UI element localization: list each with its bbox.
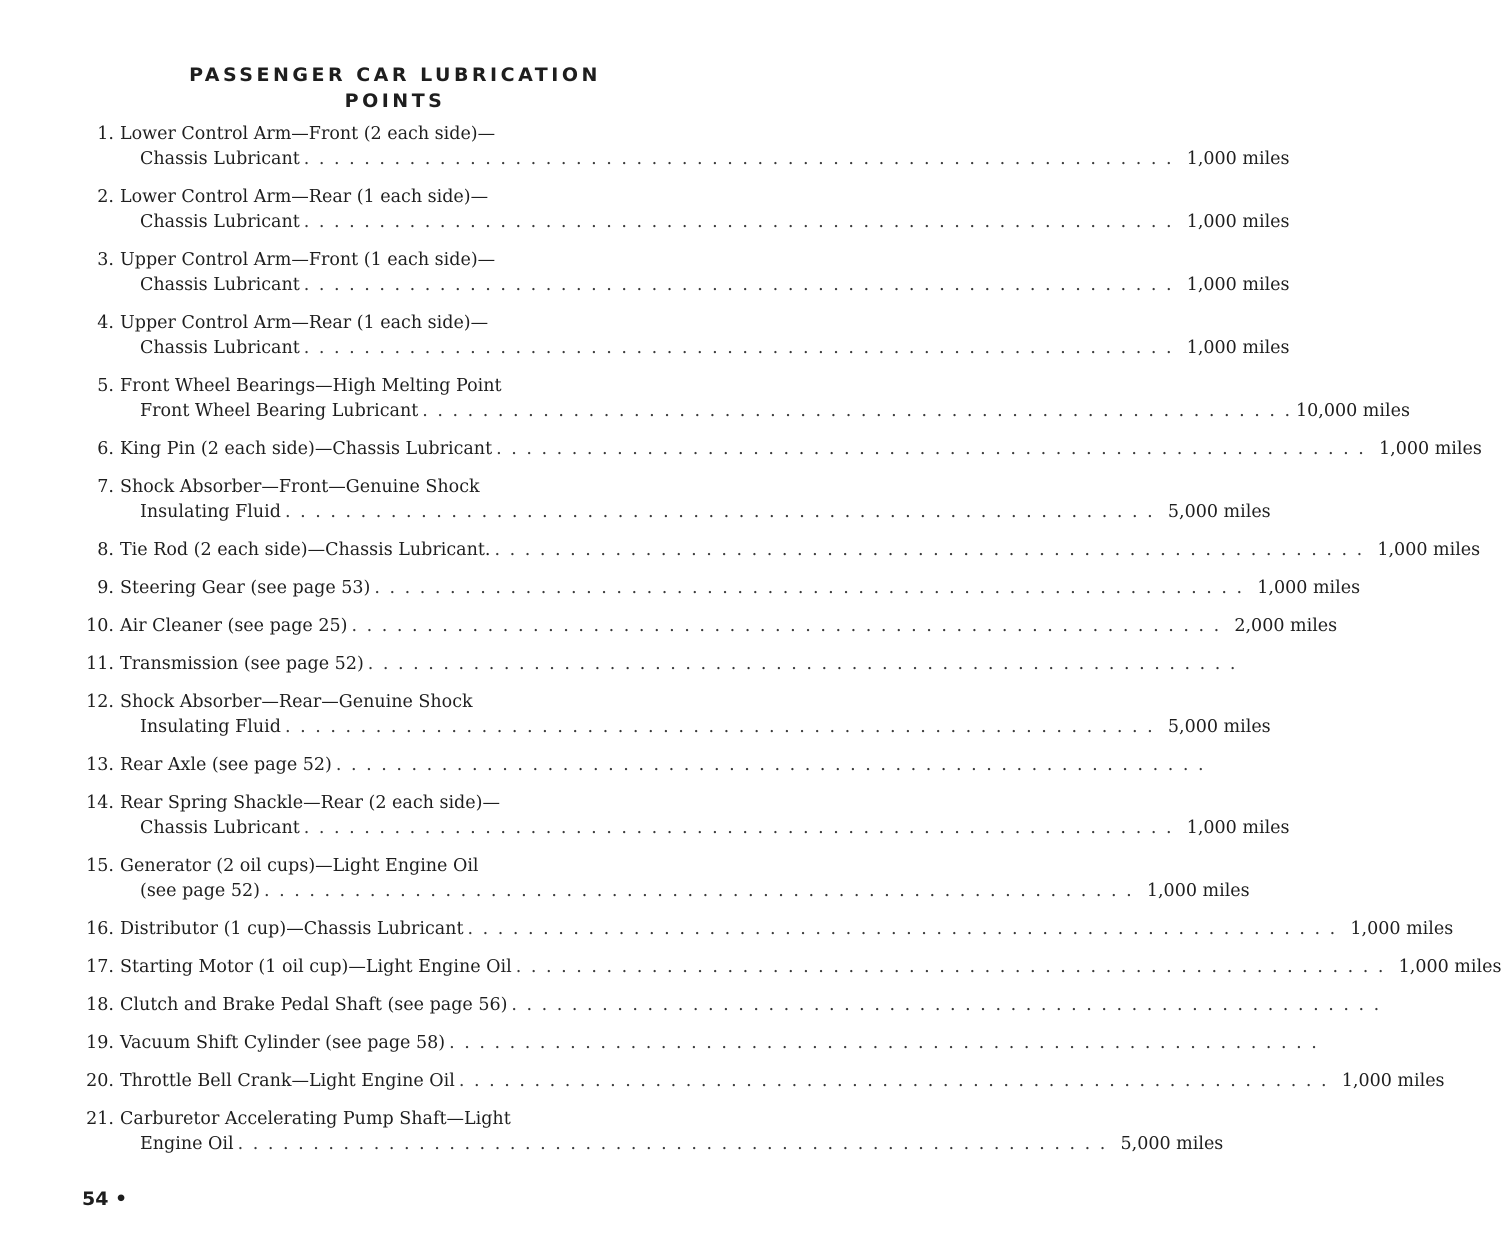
item-number: 12. (86, 692, 114, 712)
mileage-interval: 10,000 miles (1296, 401, 1410, 421)
item-label-continued: Chassis Lubricant (140, 338, 300, 358)
dot-leader: . . . . . . . . . . . . . . . . . . . . . . . . . . . . . . . . . . . . . . . . . . . . . . . . . . . . . . . . . . (351, 616, 1222, 636)
item-label: Front Wheel Bearings—High Melting Point (120, 376, 502, 396)
item-label: Generator (2 oil cups)—Light Engine Oil (120, 856, 479, 876)
list-item (80, 955, 1501, 980)
item-number: 3. (97, 250, 114, 270)
lubrication-points-list (80, 122, 1501, 1170)
item-label: Rear Spring Shackle—Rear (2 each side)— (120, 793, 500, 813)
dot-leader: . . . . . . . . . . . . . . . . . . . . . . . . . . . . . . . . . . . . . . . . . . . . . . . . . . . . . . . . . . (303, 275, 1174, 295)
dot-leader: . . . . . . . . . . . . . . . . . . . . . . . . . . . . . . . . . . . . . . . . . . . . . . . . . . . . . . . . . . (303, 212, 1174, 232)
item-label: Transmission (see page 52) (120, 654, 364, 674)
item-number: 20. (86, 1071, 114, 1091)
dot-leader: . . . . . . . . . . . . . . . . . . . . . . . . . . . . . . . . . . . . . . . . . . . . . . . . . . . . . . . . . . (496, 439, 1366, 459)
list-item (80, 1031, 1319, 1056)
item-label: Throttle Bell Crank—Light Engine Oil (120, 1071, 455, 1091)
mileage-interval: 1,000 miles (1186, 338, 1290, 358)
list-item (80, 538, 1481, 563)
item-number: 15. (86, 856, 114, 876)
item-label: King Pin (2 each side)—Chassis Lubricant (120, 439, 493, 459)
list-item (80, 993, 1382, 1018)
item-label: Starting Motor (1 oil cup)—Light Engine Oil (120, 957, 512, 977)
list-item (80, 248, 1290, 298)
dot-leader: . . . . . . . . . . . . . . . . . . . . . . . . . . . . . . . . . . . . . . . . . . . . . . . . . . . . . . . . . . (303, 818, 1174, 838)
mileage-interval: 1,000 miles (1186, 149, 1290, 169)
dot-leader: . . . . . . . . . . . . . . . . . . . . . . . . . . . . . . . . . . . . . . . . . . . . . . . . . . . . . . . . . . (367, 654, 1238, 674)
item-number: 5. (97, 376, 114, 396)
item-label-continued: Chassis Lubricant (140, 275, 300, 295)
mileage-interval: 1,000 miles (1379, 439, 1482, 459)
item-label: Upper Control Arm—Rear (1 each side)— (120, 313, 489, 333)
item-number: 16. (86, 919, 114, 939)
item-label-continued: Chassis Lubricant (140, 149, 300, 169)
list-item (80, 576, 1361, 601)
dot-leader: . . . . . . . . . . . . . . . . . . . . . . . . . . . . . . . . . . . . . . . . . . . . . . . . . . . . . . . . . . (303, 338, 1174, 358)
list-item (80, 1107, 1224, 1157)
item-label: Carburetor Accelerating Pump Shaft—Light (120, 1109, 511, 1129)
item-label: Lower Control Arm—Rear (1 each side)— (120, 187, 489, 207)
item-number: 17. (86, 957, 114, 977)
list-item (80, 437, 1482, 462)
dot-leader: . . . . . . . . . . . . . . . . . . . . . . . . . . . . . . . . . . . . . . . . . . . . . . . . . . . . . . . . . . (449, 1033, 1319, 1053)
list-item (80, 311, 1290, 361)
mileage-interval: 5,000 miles (1120, 1134, 1224, 1154)
page-number: 54 • (82, 1188, 128, 1210)
item-number: 9. (97, 578, 114, 598)
item-label: Steering Gear (see page 53) (120, 578, 371, 598)
page-title-line-2: POINTS (344, 90, 446, 112)
dot-leader: . . . . . . . . . . . . . . . . . . . . . . . . . . . . . . . . . . . . . . . . . . . . . . . . . . . . . . . . . . (515, 957, 1386, 977)
item-label: Vacuum Shift Cylinder (see page 58) (120, 1033, 446, 1053)
item-number: 19. (86, 1033, 114, 1053)
item-label: Rear Axle (see page 52) (120, 755, 332, 775)
mileage-interval: 1,000 miles (1146, 881, 1250, 901)
dot-leader: . . . . . . . . . . . . . . . . . . . . . . . . . . . . . . . . . . . . . . . . . . . . . . . . . . . . . . . . . . (374, 578, 1245, 598)
mileage-interval: 1,000 miles (1377, 540, 1481, 560)
list-item (80, 614, 1338, 639)
list-item (80, 791, 1290, 841)
item-label: Shock Absorber—Rear—Genuine Shock (120, 692, 473, 712)
list-item (80, 122, 1290, 172)
dot-leader: . . . . . . . . . . . . . . . . . . . . . . . . . . . . . . . . . . . . . . . . . . . . . . . . . . . . . . . . . . (284, 717, 1155, 737)
item-label: Clutch and Brake Pedal Shaft (see page 56) (120, 995, 508, 1015)
item-number: 10. (86, 616, 114, 636)
list-item (80, 374, 1410, 424)
mileage-interval: 1,000 miles (1398, 957, 1501, 977)
page-title-line-1: PASSENGER CAR LUBRICATION (189, 64, 601, 86)
list-item (80, 753, 1206, 778)
list-item (80, 854, 1250, 904)
item-number: 4. (97, 313, 114, 333)
dot-leader: . . . . . . . . . . . . . . . . . . . . . . . . . . . . . . . . . . . . . . . . . . . . . . . . . . . . . . . . . . (511, 995, 1382, 1015)
list-item (80, 652, 1238, 677)
item-label: Air Cleaner (see page 25) (120, 616, 348, 636)
item-label-continued: Chassis Lubricant (140, 818, 300, 838)
item-label: Distributor (1 cup)—Chassis Lubricant (120, 919, 464, 939)
mileage-interval: 1,000 miles (1186, 818, 1290, 838)
dot-leader: . . . . . . . . . . . . . . . . . . . . . . . . . . . . . . . . . . . . . . . . . . . . . . . . . . . . . . . . . . (303, 149, 1174, 169)
item-label: Upper Control Arm—Front (1 each side)— (120, 250, 496, 270)
item-label-continued: (see page 52) (140, 881, 260, 901)
item-label-continued: Insulating Fluid (140, 717, 281, 737)
mileage-interval: 2,000 miles (1234, 616, 1338, 636)
item-number: 1. (97, 124, 114, 144)
item-label: Lower Control Arm—Front (2 each side)— (120, 124, 496, 144)
item-number: 11. (86, 654, 114, 674)
item-label-continued: Engine Oil (140, 1134, 234, 1154)
mileage-interval: 1,000 miles (1257, 578, 1361, 598)
item-number: 21. (86, 1109, 114, 1129)
item-label: Tie Rod (2 each side)—Chassis Lubricant. (120, 540, 491, 560)
list-item (80, 917, 1454, 942)
item-label-continued: Insulating Fluid (140, 502, 281, 522)
dot-leader: . . . . . . . . . . . . . . . . . . . . . . . . . . . . . . . . . . . . . . . . . . . . . . . . . . . . . . . . . . (263, 881, 1134, 901)
list-item (80, 475, 1271, 525)
item-number: 18. (86, 995, 114, 1015)
mileage-interval: 5,000 miles (1167, 502, 1271, 522)
item-label-continued: Front Wheel Bearing Lubricant (140, 401, 419, 421)
item-number: 14. (86, 793, 114, 813)
mileage-interval: 1,000 miles (1350, 919, 1454, 939)
item-number: 8. (97, 540, 114, 560)
item-number: 2. (97, 187, 114, 207)
dot-leader: . . . . . . . . . . . . . . . . . . . . . . . . . . . . . . . . . . . . . . . . . . . . . . . . . . . . . . . . . . (237, 1134, 1108, 1154)
item-number: 13. (86, 755, 114, 775)
mileage-interval: 1,000 miles (1186, 275, 1290, 295)
dot-leader: . . . . . . . . . . . . . . . . . . . . . . . . . . . . . . . . . . . . . . . . . . . . . . . . . . . . . . . . . . (467, 919, 1338, 939)
item-label-continued: Chassis Lubricant (140, 212, 300, 232)
dot-leader: . . . . . . . . . . . . . . . . . . . . . . . . . . . . . . . . . . . . . . . . . . . . . . . . . . . . . . . . . . (284, 502, 1155, 522)
item-label: Shock Absorber—Front—Genuine Shock (120, 477, 480, 497)
list-item (80, 185, 1290, 235)
mileage-interval: 1,000 miles (1186, 212, 1290, 232)
list-item (80, 690, 1271, 740)
dot-leader: . . . . . . . . . . . . . . . . . . . . . . . . . . . . . . . . . . . . . . . . . . . . . . . . . . . . . . . . . . (422, 401, 1293, 421)
mileage-interval: 5,000 miles (1167, 717, 1271, 737)
dot-leader: . . . . . . . . . . . . . . . . . . . . . . . . . . . . . . . . . . . . . . . . . . . . . . . . . . . . . . . . . . (335, 755, 1206, 775)
mileage-interval: 1,000 miles (1341, 1071, 1445, 1091)
list-item (80, 1069, 1445, 1094)
dot-leader: . . . . . . . . . . . . . . . . . . . . . . . . . . . . . . . . . . . . . . . . . . . . . . . . . . . . . . . . . . (494, 540, 1365, 560)
item-number: 7. (97, 477, 114, 497)
item-number: 6. (97, 439, 114, 459)
dot-leader: . . . . . . . . . . . . . . . . . . . . . . . . . . . . . . . . . . . . . . . . . . . . . . . . . . . . . . . . . . (458, 1071, 1329, 1091)
